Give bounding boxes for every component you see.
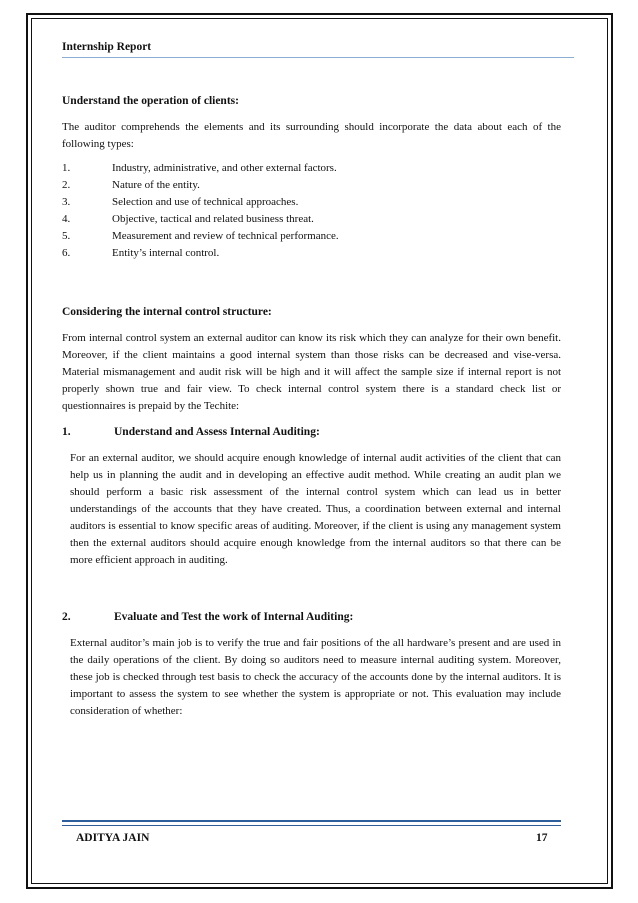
footer-author: ADITYA JAIN [76, 832, 150, 844]
page-content [62, 93, 561, 720]
page-header [62, 40, 574, 54]
section-intro: The auditor comprehends the elements and its surrounding should incorporate the data about each of the following types: [62, 121, 561, 150]
footer-rule-thin [62, 825, 561, 826]
subsection-heading-assess: 1. Understand and Assess Internal Auditing: [62, 426, 320, 438]
section-heading-internal-control: Considering the internal control structure: [62, 306, 272, 318]
section-heading-operation: Understand the operation of clients: [62, 95, 239, 107]
list-item: 5. Measurement and review of technical performance. [62, 230, 339, 242]
client-data-list [62, 160, 561, 262]
subsection-body-evaluate: External auditor’s main job is to verify the true and fair positions of the all hardware’s present and are used in the daily operations of the client. By doing so auditors need to measure internal auditing system. Moreover, these job is checked through test basis to check the accuracy of the accounts done by the internal auditors. It is important to assess the system to see whether the system is appropriate or not. This evaluation may include consideration of whether: [70, 637, 561, 717]
list-item: 4. Objective, tactical and related business threat. [62, 213, 314, 225]
page-number: 17 [536, 832, 548, 844]
subsection-body-assess: For an external auditor, we should acquire enough knowledge of internal audit activities of the client that can help us in planning the audit and in developing an effective audit method. While creating an audit plan we should perform a basic risk assessment of the internal control system which can lead us in better understandings of the accounts that they have created. Thus, a coordination between external and internal auditors is essential to know specific areas of auditing. Moreover, if the client is using any management system then the external auditors should acquire enough knowledge from the internal auditors so that there can be more efficient approach in auditing. [70, 452, 561, 566]
list-item: 1. Industry, administrative, and other external factors. [62, 162, 337, 174]
footer-rule [62, 820, 561, 822]
section-body-internal-control: From internal control system an external auditor can know its risk which they can analyze for their own benefit. Moreover, if the client maintains a good internal system than those risks can be decreased and vise-versa. Material mismanagement and audit risk will be high and it will affect the sample size if internal report is not properly shown true and fair view. To check internal control system there is a standard check list or questionnaires is prepaid by the Techite: [62, 332, 561, 412]
header-rule [62, 57, 574, 58]
header-title: Internship Report [62, 41, 152, 53]
subsection-heading-evaluate: 2. Evaluate and Test the work of Internal Auditing: [62, 611, 354, 623]
list-item: 6. Entity’s internal control. [62, 247, 220, 259]
list-item: 2. Nature of the entity. [62, 179, 200, 191]
list-item: 3. Selection and use of technical approaches. [62, 196, 299, 208]
